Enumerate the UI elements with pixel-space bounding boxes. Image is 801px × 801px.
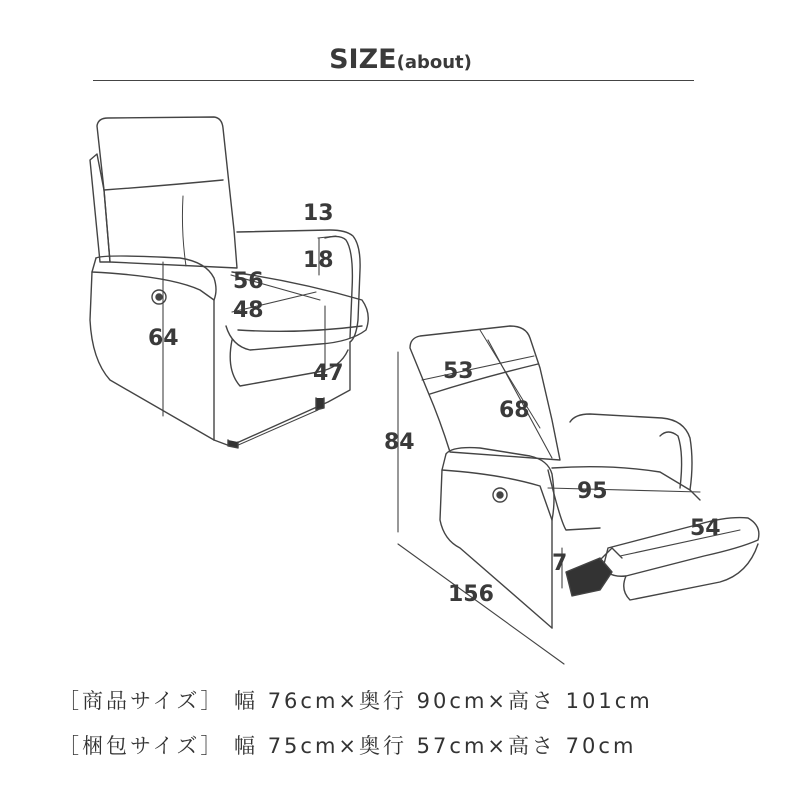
- dim-seat-length: 95: [577, 479, 608, 504]
- dim-reclined-length: 156: [448, 582, 494, 607]
- dim-back-height: 68: [499, 398, 530, 423]
- dim-back-width: 53: [443, 359, 474, 384]
- product-size-label: ［商品サイズ］: [58, 689, 225, 713]
- dim-footrest-width: 54: [690, 516, 721, 541]
- dim-clearance: 7: [552, 551, 568, 576]
- dim-reclined-height: 84: [384, 430, 415, 455]
- product-size-line: [58, 685, 653, 715]
- dim-armrest-height: 18: [303, 248, 334, 273]
- dim-upright-height: 64: [148, 326, 179, 351]
- package-size-value: 幅 75cm×奥行 57cm×高さ 70cm: [234, 734, 637, 758]
- package-size-label: ［梱包サイズ］: [58, 734, 225, 758]
- title-text: SIZE: [329, 44, 397, 75]
- title-subtitle: (about): [396, 52, 472, 73]
- product-size-value: 幅 76cm×奥行 90cm×高さ 101cm: [234, 689, 653, 713]
- dim-armrest-width: 13: [303, 201, 334, 226]
- dim-seat-depth: 48: [233, 298, 264, 323]
- dim-seat-height: 47: [313, 361, 344, 386]
- upright-chair-illustration: [90, 117, 368, 448]
- dim-seat-width: 56: [233, 269, 264, 294]
- package-size-line: [58, 730, 636, 760]
